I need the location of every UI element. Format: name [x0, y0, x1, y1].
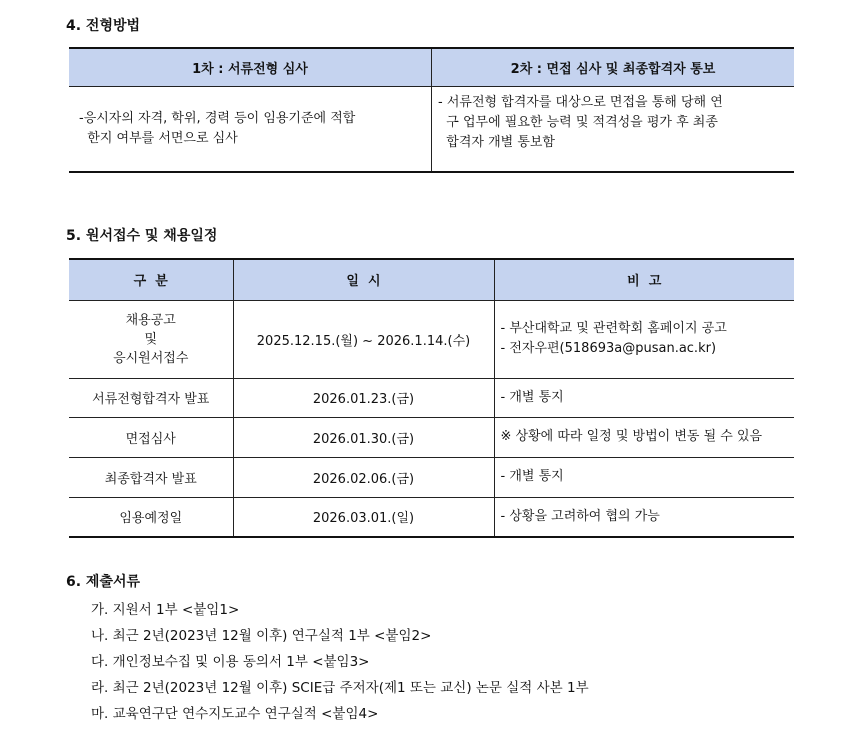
- row-date: 2026.01.30.(금): [233, 417, 494, 457]
- row-note: - 상황을 고려하여 협의 가능: [494, 497, 794, 537]
- document-item: 가. 지원서 1부 <붙임1>: [91, 602, 240, 618]
- schedule-table: [69, 258, 794, 538]
- section-5-title: 5. 원서접수 및 채용일정: [66, 228, 218, 244]
- row-note: - 부산대학교 및 관련학회 홈페이지 공고 - 전자우편(518693a@pusan.ac.kr): [494, 300, 794, 378]
- table-row: [69, 378, 794, 417]
- document-item: 다. 개인정보수집 및 이용 동의서 1부 <붙임3>: [91, 654, 370, 670]
- section-4-title: 4. 전형방법: [66, 18, 141, 34]
- header-stage1: 1차 : 서류전형 심사: [69, 48, 432, 87]
- screening-method-table: [69, 47, 794, 173]
- row-note: - 개별 통지: [494, 378, 794, 417]
- section-6-title: 6. 제출서류: [66, 574, 141, 590]
- table-row: [69, 300, 794, 378]
- row-category: 채용공고 및 응시원서접수: [69, 300, 233, 378]
- table-row: [69, 457, 794, 497]
- row-date: 2026.02.06.(금): [233, 457, 494, 497]
- row-note: - 개별 통지: [494, 457, 794, 497]
- row-category: 임용예정일: [69, 497, 233, 537]
- document-item: 나. 최근 2년(2023년 12월 이후) 연구실적 1부 <붙임2>: [91, 628, 432, 644]
- stage2-desc: - 서류전형 합격자를 대상으로 면접을 통해 당해 연 구 업무에 필요한 능력 및 적격성을 평가 후 최종 합격자 개별 통보함: [432, 87, 795, 172]
- stage1-desc: -응시자의 자격, 학위, 경력 등이 임용기준에 적합 한지 여부를 서면으로 심사: [69, 87, 432, 172]
- header-stage2: 2차 : 면접 심사 및 최종합격자 통보: [432, 48, 795, 87]
- header-date: 일 시: [233, 259, 494, 300]
- row-category: 최종합격자 발표: [69, 457, 233, 497]
- document-item: 마. 교육연구단 연수지도교수 연구실적 <붙임4>: [91, 706, 379, 722]
- row-date: 2025.12.15.(월) ~ 2026.1.14.(수): [233, 300, 494, 378]
- row-note: ※ 상황에 따라 일정 및 방법이 변동 될 수 있음: [494, 417, 794, 457]
- table-row: [69, 497, 794, 537]
- row-date: 2026.03.01.(일): [233, 497, 494, 537]
- header-category: 구 분: [69, 259, 233, 300]
- document-item: 라. 최근 2년(2023년 12월 이후) SCIE급 주저자(제1 또는 교신) 논문 실적 사본 1부: [91, 680, 589, 696]
- row-category: 면접심사: [69, 417, 233, 457]
- row-category: 서류전형합격자 발표: [69, 378, 233, 417]
- row-date: 2026.01.23.(금): [233, 378, 494, 417]
- table-row: [69, 417, 794, 457]
- header-note: 비 고: [494, 259, 794, 300]
